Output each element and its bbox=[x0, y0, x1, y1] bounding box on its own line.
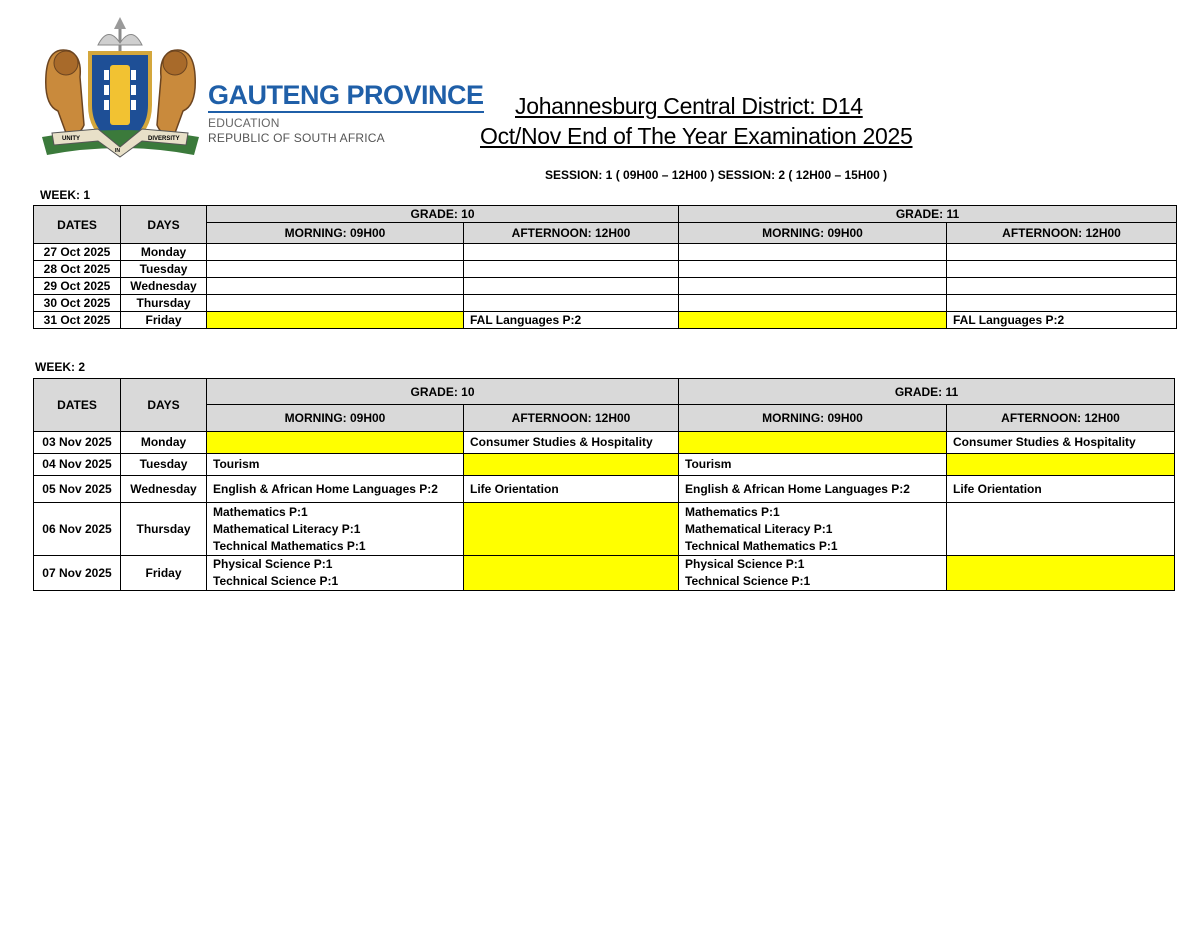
table-row bbox=[34, 454, 1175, 476]
table-row bbox=[34, 476, 1175, 503]
g11-morning-cell bbox=[679, 244, 947, 261]
g10-morning-cell bbox=[207, 432, 464, 454]
row-day: Thursday bbox=[121, 295, 207, 312]
week1-label: WEEK: 1 bbox=[40, 188, 91, 202]
row-day: Wednesday bbox=[121, 476, 207, 503]
row-date: 04 Nov 2025 bbox=[34, 454, 121, 476]
week1-timetable bbox=[33, 205, 1177, 329]
crest-motto-mid: IN bbox=[115, 148, 120, 154]
g10-morning-header: MORNING: 09H00 bbox=[207, 405, 464, 432]
g10-morning-cell bbox=[207, 261, 464, 278]
document-title-district: Johannesburg Central District: D14 bbox=[515, 93, 863, 119]
g11-afternoon-header: AFTERNOON: 12H00 bbox=[947, 405, 1175, 432]
table-row bbox=[34, 261, 1177, 278]
g11-afternoon-cell: FAL Languages P:2 bbox=[947, 312, 1177, 329]
grade10-header: GRADE: 10 bbox=[207, 379, 679, 405]
week2-label: WEEK: 2 bbox=[35, 360, 86, 374]
table-row bbox=[34, 295, 1177, 312]
brand-block bbox=[208, 80, 484, 146]
g11-morning-cell bbox=[679, 278, 947, 295]
table-row bbox=[34, 503, 1175, 556]
g10-afternoon-cell: FAL Languages P:2 bbox=[464, 312, 679, 329]
brand-name: GAUTENG PROVINCE bbox=[208, 80, 484, 113]
g10-morning-cell: Mathematics P:1 Mathematical Literacy P:1 Technical Mathematics P:1 bbox=[207, 503, 464, 556]
g10-afternoon-header: AFTERNOON: 12H00 bbox=[464, 405, 679, 432]
g11-morning-cell bbox=[679, 261, 947, 278]
row-day: Wednesday bbox=[121, 278, 207, 295]
row-date: 29 Oct 2025 bbox=[34, 278, 121, 295]
g11-afternoon-cell bbox=[947, 278, 1177, 295]
g10-afternoon-cell bbox=[464, 503, 679, 556]
g11-morning-cell: Physical Science P:1 Technical Science P:1 bbox=[679, 556, 947, 591]
g10-afternoon-cell bbox=[464, 261, 679, 278]
row-date: 05 Nov 2025 bbox=[34, 476, 121, 503]
table-row bbox=[34, 244, 1177, 261]
brand-country: REPUBLIC OF SOUTH AFRICA bbox=[208, 131, 385, 145]
brand-education: EDUCATION bbox=[208, 116, 280, 130]
g10-morning-cell: Tourism bbox=[207, 454, 464, 476]
row-date: 03 Nov 2025 bbox=[34, 432, 121, 454]
table-row bbox=[34, 432, 1175, 454]
g11-afternoon-cell bbox=[947, 556, 1175, 591]
g10-afternoon-cell: Life Orientation bbox=[464, 476, 679, 503]
g11-morning-header: MORNING: 09H00 bbox=[679, 223, 947, 244]
dates-header: DATES bbox=[34, 379, 121, 432]
crest-motto-left: UNITY bbox=[62, 136, 80, 142]
g10-afternoon-cell bbox=[464, 454, 679, 476]
g11-afternoon-cell bbox=[947, 454, 1175, 476]
g10-afternoon-cell bbox=[464, 244, 679, 261]
table-row bbox=[34, 312, 1177, 329]
g11-morning-cell bbox=[679, 312, 947, 329]
g11-morning-cell bbox=[679, 432, 947, 454]
g11-afternoon-cell: Life Orientation bbox=[947, 476, 1175, 503]
row-day: Tuesday bbox=[121, 261, 207, 278]
g11-morning-cell: English & African Home Languages P:2 bbox=[679, 476, 947, 503]
g11-afternoon-header: AFTERNOON: 12H00 bbox=[947, 223, 1177, 244]
g10-afternoon-cell bbox=[464, 556, 679, 591]
table-row bbox=[34, 278, 1177, 295]
g10-morning-cell bbox=[207, 312, 464, 329]
g10-afternoon-header: AFTERNOON: 12H00 bbox=[464, 223, 679, 244]
g10-morning-cell bbox=[207, 244, 464, 261]
crest-motto-right: DIVERSITY bbox=[148, 136, 180, 142]
session-times: SESSION: 1 ( 09H00 – 12H00 ) SESSION: 2 ( 12H00 – 15H00 ) bbox=[545, 168, 888, 182]
g11-afternoon-cell: Consumer Studies & Hospitality bbox=[947, 432, 1175, 454]
g10-morning-cell: English & African Home Languages P:2 bbox=[207, 476, 464, 503]
row-date: 31 Oct 2025 bbox=[34, 312, 121, 329]
g11-afternoon-cell bbox=[947, 244, 1177, 261]
row-day: Thursday bbox=[121, 503, 207, 556]
row-day: Monday bbox=[121, 432, 207, 454]
days-header: DAYS bbox=[121, 379, 207, 432]
row-day: Tuesday bbox=[121, 454, 207, 476]
g11-morning-cell: Mathematics P:1 Mathematical Literacy P:1 Technical Mathematics P:1 bbox=[679, 503, 947, 556]
g10-morning-cell bbox=[207, 278, 464, 295]
row-date: 28 Oct 2025 bbox=[34, 261, 121, 278]
table-row bbox=[34, 556, 1175, 591]
row-day: Monday bbox=[121, 244, 207, 261]
row-day: Friday bbox=[121, 556, 207, 591]
g10-afternoon-cell bbox=[464, 295, 679, 312]
row-date: 27 Oct 2025 bbox=[34, 244, 121, 261]
g10-morning-cell: Physical Science P:1 Technical Science P:1 bbox=[207, 556, 464, 591]
g11-afternoon-cell bbox=[947, 295, 1177, 312]
row-date: 30 Oct 2025 bbox=[34, 295, 121, 312]
week2-timetable bbox=[33, 378, 1175, 591]
row-date: 07 Nov 2025 bbox=[34, 556, 121, 591]
days-header: DAYS bbox=[121, 206, 207, 244]
document-title-exam: Oct/Nov End of The Year Examination 2025 bbox=[480, 123, 913, 149]
g11-afternoon-cell bbox=[947, 261, 1177, 278]
g10-afternoon-cell bbox=[464, 278, 679, 295]
g10-morning-header: MORNING: 09H00 bbox=[207, 223, 464, 244]
grade10-header: GRADE: 10 bbox=[207, 206, 679, 223]
row-day: Friday bbox=[121, 312, 207, 329]
coat-of-arms-logo bbox=[38, 15, 203, 160]
g11-morning-cell: Tourism bbox=[679, 454, 947, 476]
dates-header: DATES bbox=[34, 206, 121, 244]
grade11-header: GRADE: 11 bbox=[679, 379, 1175, 405]
g11-morning-header: MORNING: 09H00 bbox=[679, 405, 947, 432]
row-date: 06 Nov 2025 bbox=[34, 503, 121, 556]
g10-morning-cell bbox=[207, 295, 464, 312]
g11-morning-cell bbox=[679, 295, 947, 312]
g10-afternoon-cell: Consumer Studies & Hospitality bbox=[464, 432, 679, 454]
g11-afternoon-cell bbox=[947, 503, 1175, 556]
grade11-header: GRADE: 11 bbox=[679, 206, 1177, 223]
